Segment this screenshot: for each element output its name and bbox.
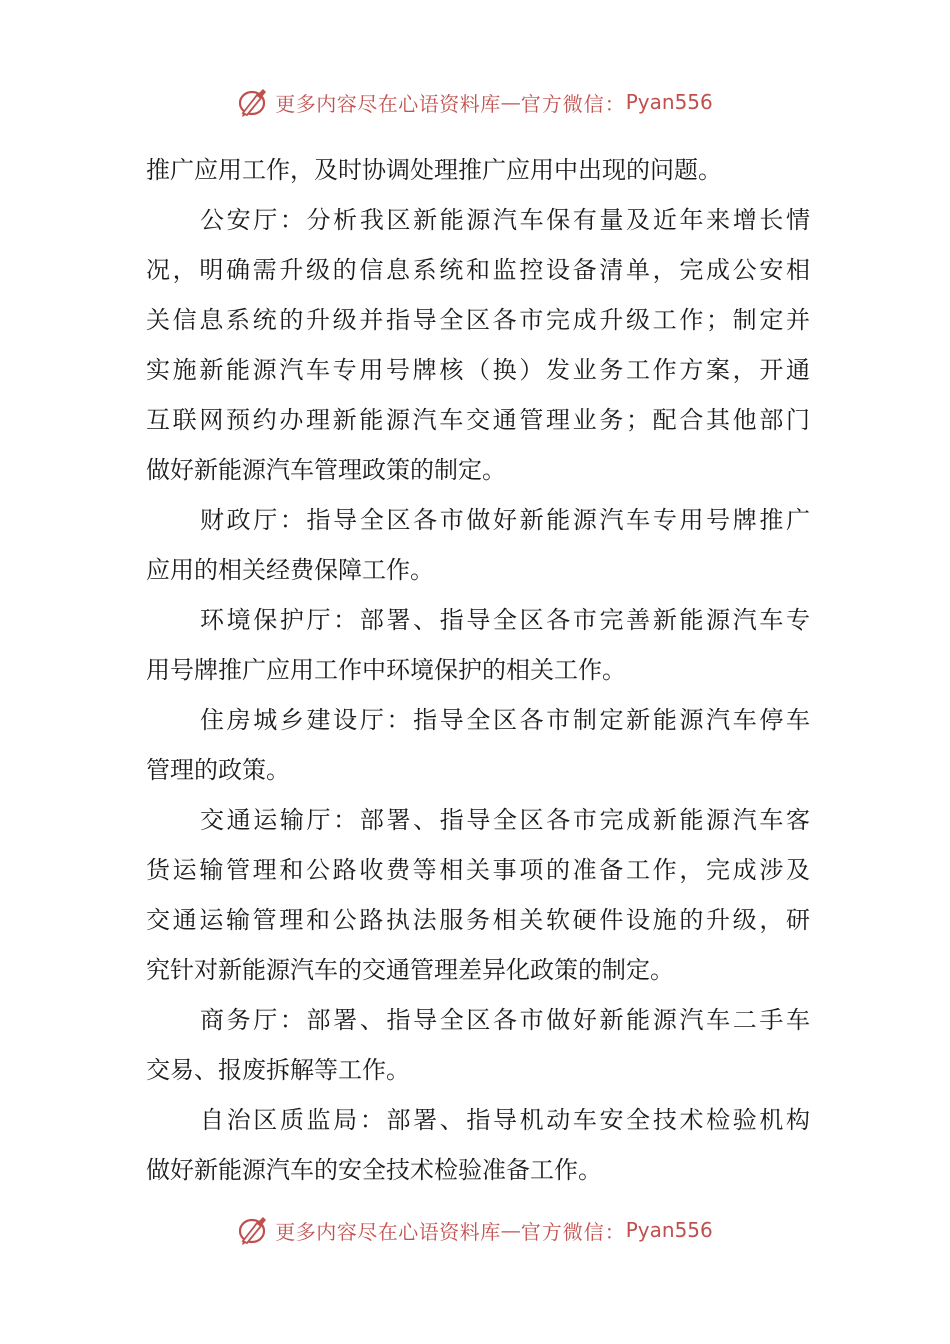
banner-text: 更多内容尽在心语资料库 [275,1219,501,1244]
text-line: 商务厅：部署、指导全区各市做好新能源汽车二手车 [200,1006,810,1034]
text-line: 应用的相关经费保障工作。 [146,556,434,584]
banner-wechat-id: Pyan556 [625,90,713,114]
text-line: 环境保护厅：部署、指导全区各市完善新能源汽车专 [200,606,810,634]
banner-official-label: 官方微信： [520,91,626,116]
pen-logo-icon [237,86,269,118]
text-line: 用号牌推广应用工作中环境保护的相关工作。 [146,656,626,684]
banner-separator: — [500,1218,521,1242]
text-line: 关信息系统的升级并指导全区各市完成升级工作；制定并 [146,306,810,334]
header-banner [0,82,950,122]
footer-banner [0,1210,950,1250]
text-line: 实施新能源汽车专用号牌核（换）发业务工作方案，开通 [146,356,810,384]
banner-wechat-id: Pyan556 [625,1218,713,1242]
text-line: 财政厅：指导全区各市做好新能源汽车专用号牌推广 [200,506,810,534]
text-line: 做好新能源汽车管理政策的制定。 [146,456,506,484]
text-line: 公安厅：分析我区新能源汽车保有量及近年来增长情 [200,206,810,234]
text-line: 交通运输管理和公路执法服务相关软硬件设施的升级，研 [146,906,810,934]
text-line: 货运输管理和公路收费等相关事项的准备工作，完成涉及 [146,856,810,884]
text-line: 况，明确需升级的信息系统和监控设备清单，完成公安相 [146,256,810,284]
banner-official-label: 官方微信： [520,1219,626,1244]
text-line: 交易、报废拆解等工作。 [146,1056,410,1084]
text-line: 究针对新能源汽车的交通管理差异化政策的制定。 [146,956,674,984]
banner-separator: — [500,90,521,114]
pen-logo-icon [237,1214,269,1246]
text-line: 推广应用工作，及时协调处理推广应用中出现的问题。 [146,156,722,184]
text-line: 交通运输厅：部署、指导全区各市完成新能源汽车客 [200,806,810,834]
text-line: 住房城乡建设厅：指导全区各市制定新能源汽车停车 [200,706,810,734]
document-body [146,145,810,1195]
text-line: 互联网预约办理新能源汽车交通管理业务；配合其他部门 [146,406,810,434]
text-line: 管理的政策。 [146,756,290,784]
text-line: 自治区质监局：部署、指导机动车安全技术检验机构 [200,1106,810,1134]
text-line: 做好新能源汽车的安全技术检验准备工作。 [146,1156,602,1184]
banner-text: 更多内容尽在心语资料库 [275,91,501,116]
